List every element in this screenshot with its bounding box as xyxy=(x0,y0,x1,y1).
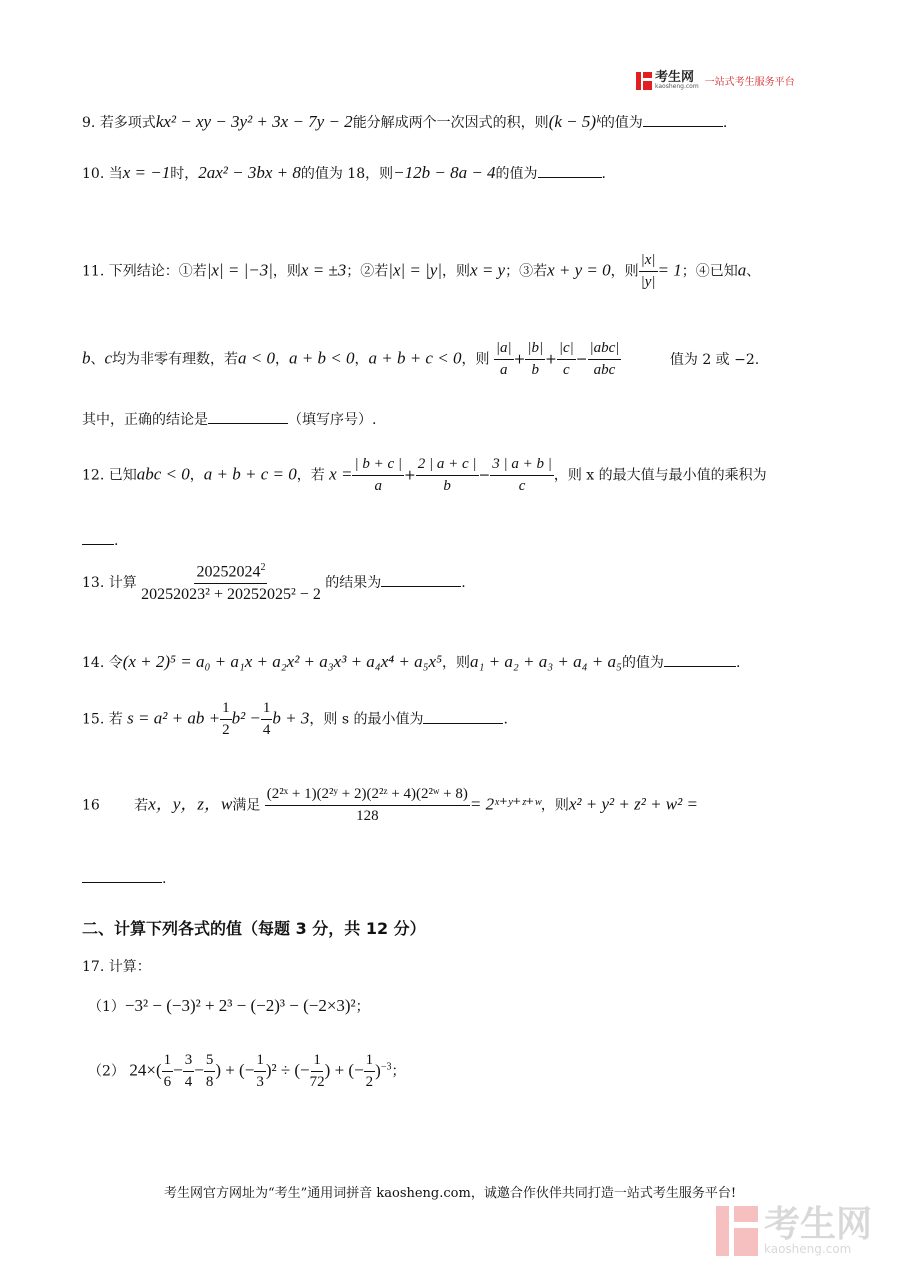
site-logo[interactable] xyxy=(636,71,795,90)
section-heading: 二、计算下列各式的值（每题 3 分，共 12 分） xyxy=(82,919,426,938)
answer-blank[interactable] xyxy=(208,409,288,424)
question-17-part2: （2） 24×( $\frac{1}{6}$ − $\frac{3}{4}$ − $\frac{5}{8}$ ) + (− $\frac{1}{3}$ )² ÷ (− $\frac{1}{72}$ ) + (− $\frac{1}{2}$ )$^{-3}$； xyxy=(88,1052,406,1090)
question-11-line1: 11. 下列结论：①若|x| = |−3|，则x = ±3；②若|x| = |y|，则x = y；③若x + y = 0，则 $\frac{|x|}{|y|}$ = 1；④已知a、 xyxy=(82,252,761,290)
watermark-name: 考生网 xyxy=(764,1204,873,1245)
question-11-line2: b、c均为非零有理数，若a < 0，a + b < 0，a + b + c < 0，则 $\frac{|a|}{a}$ + $\frac{|b|}{b}$ + $\frac{|c|}{c}$ − $\frac{\text{|abc|}}{\text{abc}}$ 值为 2 或 −2. xyxy=(82,340,760,378)
question-17-part1: （1）−3² − (−3)² + 2³ − (−2)³ − (−2×3)²； xyxy=(88,996,370,1015)
logo-name: 考生网 xyxy=(655,70,695,85)
answer-blank[interactable] xyxy=(82,530,114,545)
question-17: 17. 计算： xyxy=(82,959,151,975)
logo-mark-icon xyxy=(636,72,652,90)
answer-blank[interactable] xyxy=(664,652,736,667)
watermark-url: kaosheng.com xyxy=(764,1242,852,1256)
question-16: 16 若x，y，z，w满足 $\frac{\text{(2²ˣ + 1)(2²ʸ + 2)(2²ᶻ + 4)(2²ʷ + 8)}}{128}$ = 2ˣ⁺ʸ⁺ᶻ⁺ʷ，则x² + y² + z² + w² = xyxy=(82,786,698,824)
answer-blank[interactable] xyxy=(538,163,602,178)
question-10: 10. 当x = −1时，2ax² − 3bx + 8的值为 18，则−12b − 8a − 4的值为 . xyxy=(82,163,606,182)
question-9: 9. 若多项式kx² − xy − 3y² + 3x − 7y − 2能分解成两个一次因式的积，则(k − 5)ᵏ的值为 . xyxy=(82,112,728,131)
answer-blank[interactable] xyxy=(423,709,503,724)
question-12-answer: . xyxy=(82,530,118,549)
question-16-answer: . xyxy=(82,868,166,887)
question-12: 12. 已知abc < 0，a + b + c = 0，若 x = $\frac{| b + c |}{a}$ + $\frac{2 | a + c |}{b}$ − $\frac{3 | a + b |}{c}$ ，则 x 的最大值与最小值的乘积为 xyxy=(82,456,767,494)
watermark-logo xyxy=(716,1206,872,1256)
answer-blank[interactable] xyxy=(381,572,461,587)
logo-url: kaosheng.com xyxy=(655,83,699,90)
answer-blank[interactable] xyxy=(82,868,162,883)
question-11-line3: 其中，正确的结论是 （填写序号）. xyxy=(82,409,376,429)
footer-text: 考生网官方网址为“考生”通用词拼音 kaosheng.com，诚邀合作伙伴共同打造一站式考生服务平台! xyxy=(163,1186,737,1201)
question-15: 15. 若 s = a² + ab + $\frac{1}{2}$ b² − $\frac{1}{4}$ b + 3，则 s 的最小值为 . xyxy=(82,700,508,738)
answer-blank[interactable] xyxy=(643,112,723,127)
question-13: 13. 计算 $\frac{20252024^2}{\text{20252023² + 20252025² − 2}}$ 的结果为 . xyxy=(82,562,466,604)
watermark-mark-icon xyxy=(716,1206,758,1256)
logo-slogan: 一站式考生服务平台 xyxy=(704,77,795,88)
question-14: 14. 令(x + 2)⁵ = a₀ + a₁x + a₂x² + a₃x³ + a₄x⁴ + a₅x⁵，则a₁ + a₂ + a₃ + a₄ + a₅的值为 . xyxy=(82,652,741,671)
